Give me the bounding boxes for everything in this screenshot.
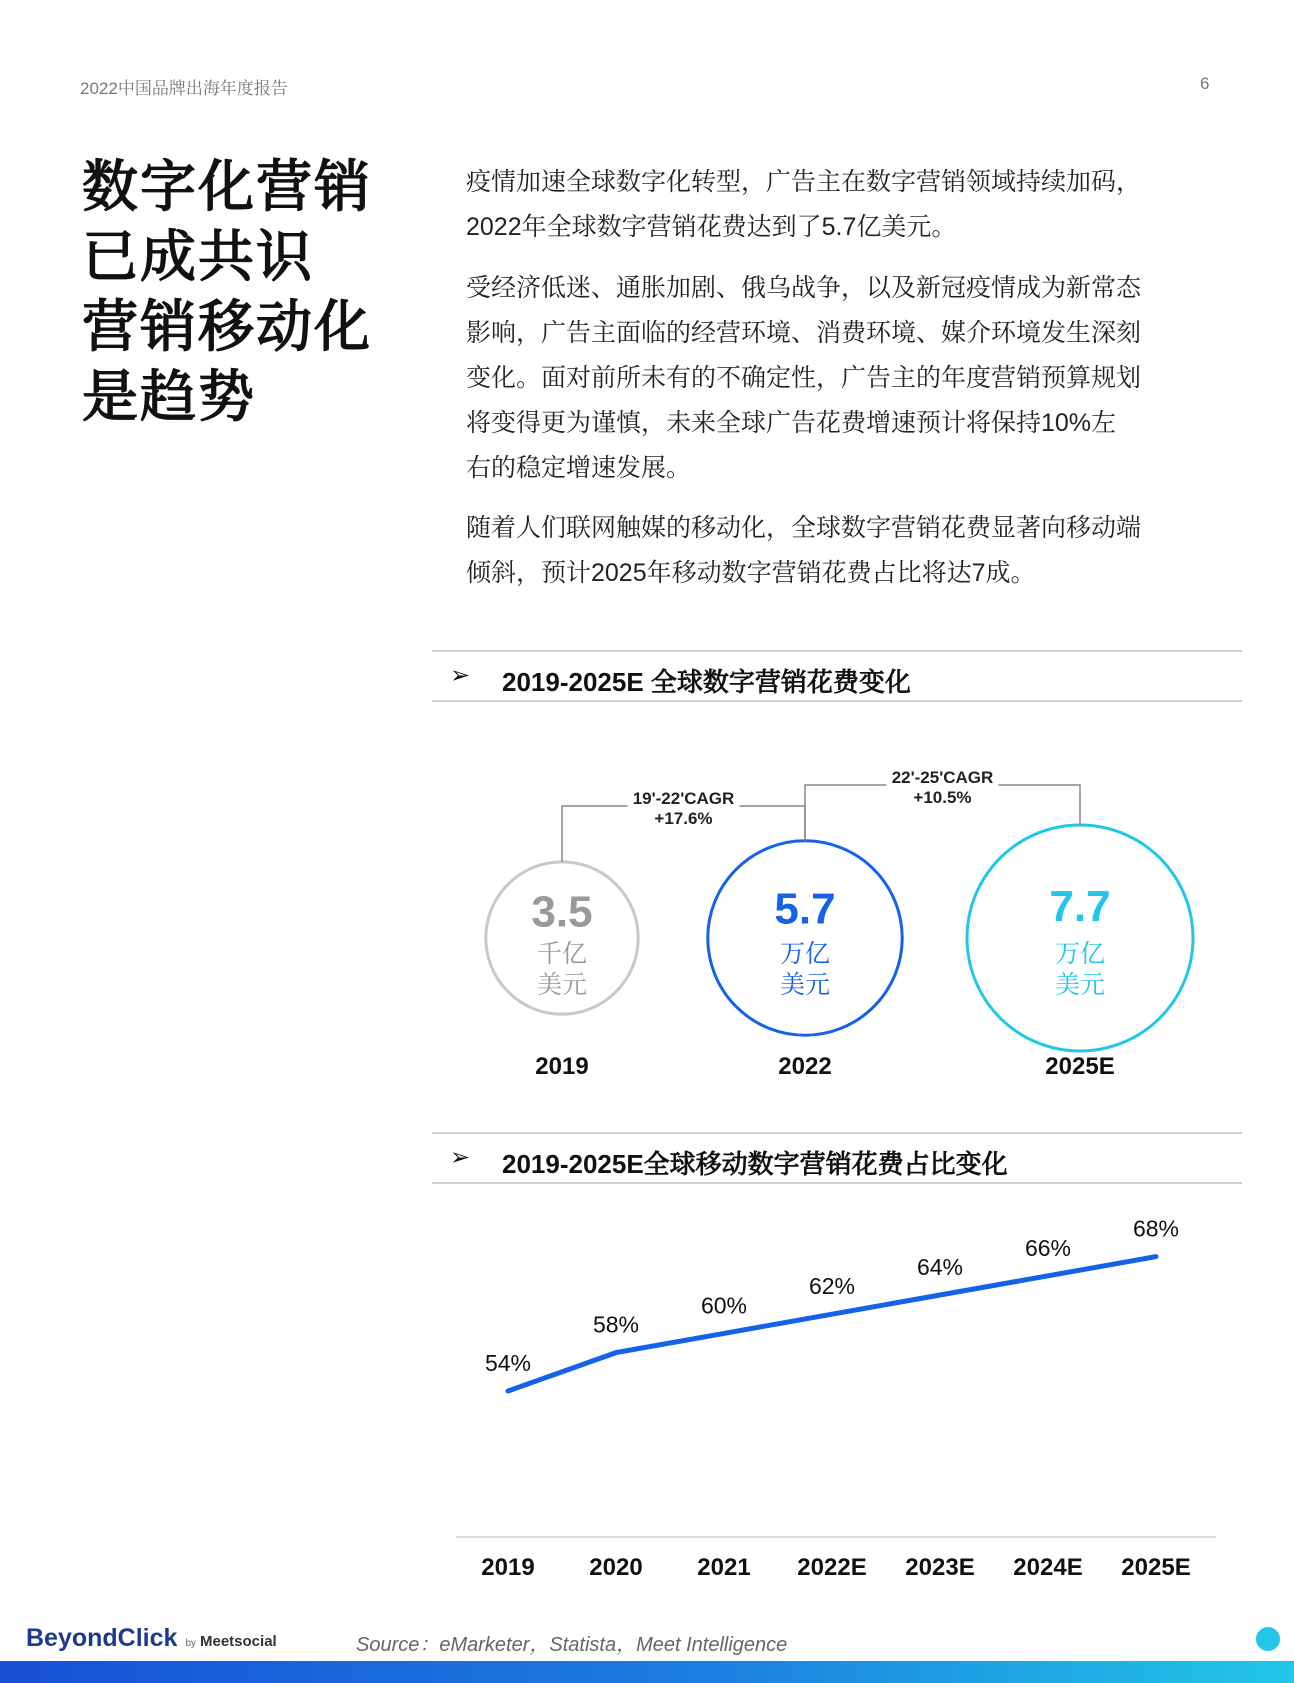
cagr-label: +10.5% (913, 788, 972, 807)
paragraph-line: 疫情加速全球数字化转型，广告主在数字营销领域持续加码， (466, 168, 1142, 196)
title-line: 数字化营销 (82, 155, 372, 218)
data-label: 66% (1024, 1234, 1072, 1261)
arrow-icon: ➢ (450, 1144, 471, 1171)
data-label: 62% (808, 1273, 856, 1300)
logo-by: by (185, 1638, 196, 1649)
cagr-bracket (562, 806, 628, 862)
title-line: 是趋势 (82, 365, 256, 428)
bubble-year-label: 2025E (1045, 1053, 1115, 1080)
data-label: 60% (700, 1292, 748, 1319)
section-label: 2019-2025E 全球数字营销花费变化 (502, 667, 911, 697)
paragraph-line: 变化。面对前所未有的不确定性，广告主的年度营销预算规划 (466, 364, 1142, 392)
title-line: 已成共识 (82, 225, 314, 288)
cagr-label: 19'-22'CAGR (632, 789, 735, 808)
paragraph-line: 倾斜，预计2025年移动数字营销花费占比将达7成。 (466, 559, 1036, 587)
paragraph-line: 随着人们联网触媒的移动化，全球数字营销花费显著向移动端 (466, 514, 1142, 542)
page-number: 6 (1200, 74, 1210, 93)
bubble-circle (708, 841, 902, 1035)
bubble-value: 3.5 (531, 887, 593, 937)
paragraph-1 (466, 160, 1211, 250)
cagr-bracket (740, 806, 806, 841)
source-note: Source：eMarketer，Statista，Meet Intelligence (356, 1634, 788, 1656)
arrow-icon: ➢ (450, 662, 471, 689)
data-label: 58% (592, 1311, 640, 1338)
cagr-label: +17.6% (654, 809, 713, 828)
section-header-mobile-share (432, 1132, 1242, 1184)
paragraph-3 (466, 506, 1211, 596)
paragraph-2 (466, 266, 1211, 491)
paragraph-line: 右的稳定增速发展。 (466, 454, 692, 482)
section-header-spend (432, 650, 1242, 702)
data-label: 64% (916, 1254, 964, 1280)
cagr-bracket (999, 785, 1081, 825)
section-label: 2019-2025E全球移动数字营销花费占比变化 (502, 1149, 1008, 1179)
bubble-unit: 万亿 (1054, 940, 1106, 968)
bubble-unit: 千亿 (536, 940, 588, 968)
x-tick-label: 2019 (481, 1554, 535, 1581)
bubble-unit: 万亿 (779, 940, 831, 968)
bubble-year-label: 2019 (535, 1053, 589, 1080)
footer-dot (1256, 1627, 1280, 1651)
bubble-unit: 美元 (536, 971, 588, 999)
report-title: 2022中国品牌出海年度报告 (80, 79, 288, 98)
title-line: 营销移动化 (82, 295, 372, 358)
bubble-year-label: 2022 (778, 1053, 832, 1080)
bubble-unit: 美元 (779, 971, 831, 999)
line-chart (432, 1195, 1242, 1605)
data-label: 54% (484, 1350, 532, 1376)
x-tick-label: 2020 (589, 1554, 643, 1581)
page-title (82, 152, 412, 432)
paragraph-line: 将变得更为谨慎，未来全球广告花费增速预计将保持10%左 (466, 409, 1117, 437)
bubble-value: 5.7 (774, 884, 836, 934)
logo-main: BeyondClick (26, 1624, 178, 1652)
x-tick-label: 2021 (697, 1554, 751, 1581)
paragraph-line: 受经济低迷、通胀加剧、俄乌战争，以及新冠疫情成为新常态 (466, 274, 1142, 302)
x-tick-label: 2024E (1013, 1554, 1083, 1581)
cagr-bracket (805, 785, 887, 841)
bubble-unit: 美元 (1054, 971, 1106, 999)
x-tick-label: 2023E (905, 1554, 975, 1581)
footer-bar (0, 1661, 1294, 1683)
logo-partner: Meetsocial (200, 1633, 277, 1650)
data-label: 68% (1132, 1215, 1180, 1242)
brand-logo (26, 1624, 277, 1653)
x-tick-label: 2025E (1121, 1554, 1191, 1581)
bubble-chart (432, 720, 1242, 1090)
bubble-value: 7.7 (1049, 882, 1111, 932)
bubble-circle (967, 825, 1193, 1051)
paragraph-line: 2022年全球数字营销花费达到了5.7亿美元。 (466, 213, 957, 241)
cagr-label: 22'-25'CAGR (891, 768, 994, 787)
paragraph-line: 影响，广告主面临的经营环境、消费环境、媒介环境发生深刻 (466, 319, 1142, 347)
x-tick-label: 2022E (797, 1554, 867, 1581)
